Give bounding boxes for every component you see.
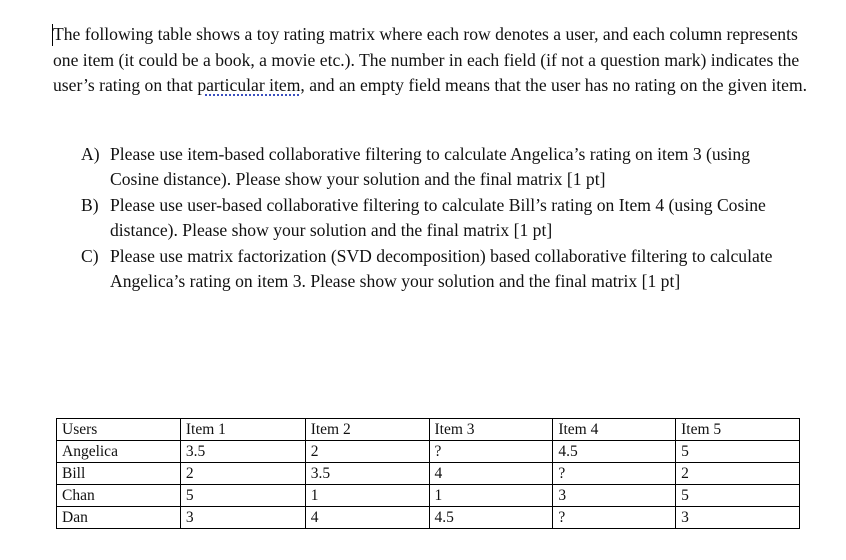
question-b-text: Please use user-based collaborative filtering to calculate Bill’s rating on Item 4 (using Cosine distance). Please show your solution and the final matrix [1 pt] [110, 194, 766, 241]
question-a-label: A) [81, 144, 100, 164]
rating-cell: ? [553, 463, 676, 485]
intro-paragraph [53, 22, 813, 99]
table-row [57, 441, 800, 463]
header-cell-users: Users [57, 419, 181, 441]
user-cell: Bill [57, 463, 181, 485]
rating-cell: 3 [180, 507, 305, 529]
header-cell-item-1: Item 1 [180, 419, 305, 441]
rating-cell: 5 [676, 441, 800, 463]
rating-cell: 3.5 [180, 441, 305, 463]
table-header-row [57, 419, 800, 441]
user-cell: Dan [57, 507, 181, 529]
rating-cell: 5 [180, 485, 305, 507]
user-cell: Chan [57, 485, 181, 507]
question-a [81, 142, 796, 193]
rating-cell: 1 [429, 485, 553, 507]
table-row [57, 507, 800, 529]
rating-cell: 4.5 [553, 441, 676, 463]
rating-cell: 2 [305, 441, 429, 463]
rating-cell: 2 [676, 463, 800, 485]
rating-matrix-table [56, 418, 800, 529]
question-c-text: Please use matrix factorization (SVD decomposition) based collaborative filtering to calculate Angelica’s rating on item 3. Please show your solution and the final matrix [1 pt] [110, 245, 773, 292]
header-cell-item-2: Item 2 [305, 419, 429, 441]
rating-cell: 4 [305, 507, 429, 529]
question-c [81, 244, 796, 295]
rating-cell: 4.5 [429, 507, 553, 529]
table-row [57, 463, 800, 485]
header-cell-item-3: Item 3 [429, 419, 553, 441]
header-cell-item-5: Item 5 [676, 419, 800, 441]
question-b-label: B) [81, 194, 99, 215]
rating-cell: 4 [429, 463, 553, 485]
rating-cell: 2 [180, 463, 305, 485]
question-a-text: Please use item-based collaborative filtering to calculate Angelica’s rating on item 3 (using Cosine distance). Please show your solution and the final matrix [1 pt] [110, 144, 751, 190]
rating-cell: 3 [553, 485, 676, 507]
question-list [81, 142, 796, 294]
intro-text-end: , and an empty field means that the user has no rating on the given item. [300, 75, 808, 96]
grammar-flagged-phrase[interactable]: particular item [197, 75, 301, 96]
question-b [81, 193, 796, 244]
question-c-label: C) [81, 245, 99, 266]
rating-cell: 1 [305, 485, 429, 507]
rating-cell: ? [553, 507, 676, 529]
rating-cell: ? [429, 441, 553, 463]
table-row [57, 485, 800, 507]
user-cell: Angelica [57, 441, 181, 463]
rating-cell: 3 [676, 507, 800, 529]
rating-cell: 5 [676, 485, 800, 507]
rating-cell: 3.5 [305, 463, 429, 485]
header-cell-item-4: Item 4 [553, 419, 676, 441]
intro-text-start: The following table shows a toy rating matrix where each row denotes a user, and each column represents one item (it could be a book, a movie etc.). The number in each field (if not a question mark) indicates the user’s rating on that [53, 24, 800, 96]
